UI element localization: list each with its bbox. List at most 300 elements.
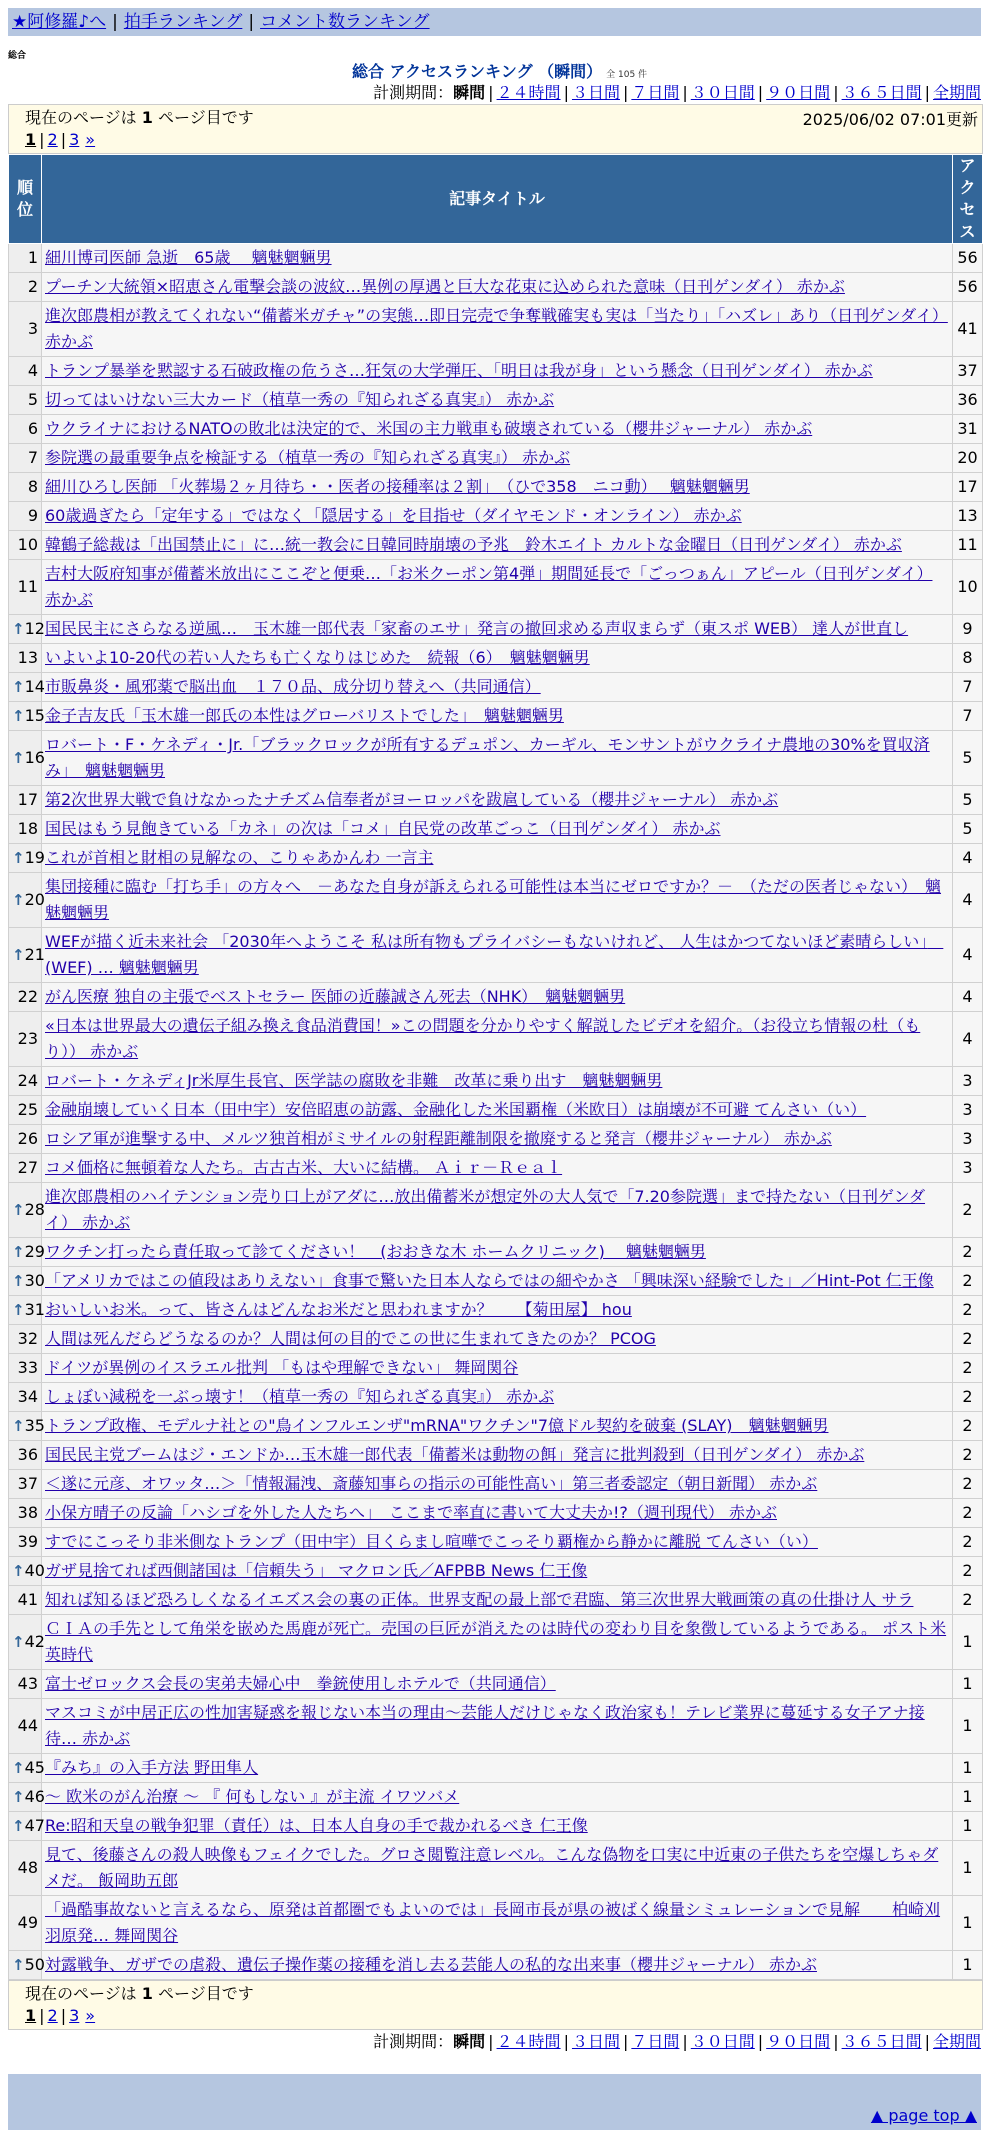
article-title-link[interactable]: ＣＩＡの手先として角栄を嵌めた馬鹿が死亡。売国の巨匠が消えたのは時代の変わり目を象徴しているようである。 ポスト米英時代 [45,1619,947,1664]
rank-number: 31 [24,1300,45,1319]
article-title-link[interactable]: 国民民主党ブームはジ・エンドか…玉木雄一郎代表「備蓄米は動物の餌」発言に批判殺到（日刊ゲンダイ） 赤かぶ [45,1445,865,1464]
total-count: 全 105 件 [606,70,648,80]
rank-number: 27 [17,1158,38,1177]
article-title-link[interactable]: ロシア軍が進撃する中、メルツ独首相がミサイルの射程距離制限を撤廃すると発言（櫻井ジャーナル） 赤かぶ [45,1129,832,1148]
rank-number: 45 [24,1758,45,1777]
rank-number: 36 [17,1445,38,1464]
title-cell [42,386,953,415]
rank-cell [9,1296,45,1325]
article-title-link[interactable]: 国民民主にさらなる逆風… 玉木雄一郎代表「家畜のエサ」発言の撤回求める声収まらず（東スポ WEB） 達人が世直し [45,619,909,638]
title-cell [42,1296,953,1325]
title-header: 記事タイトル [42,155,953,244]
rank-number: 44 [17,1716,38,1735]
article-title-link[interactable]: 第2次世界大戦で負けなかったナチズム信奉者がヨーロッパを跋扈している（櫻井ジャーナル） 赤かぶ [45,790,779,809]
title-cell [42,1412,953,1441]
rank-cell [9,928,45,983]
title-cell [42,1067,953,1096]
period-separator: | [682,83,688,102]
rank-number: 19 [24,848,45,867]
table-row [9,1067,983,1096]
rank-cell [9,1067,42,1096]
rank-cell [9,302,42,357]
rank-cell [9,1615,45,1670]
rank-cell [9,273,42,302]
pager-box [8,104,983,154]
article-title-link[interactable]: 参院選の最重要争点を検証する（植草一秀の『知られざる真実』） 赤かぶ [45,448,571,467]
table-row [9,1812,983,1841]
access-count: 4 [953,873,983,928]
access-count: 2 [953,1441,983,1470]
rank-cell [9,1383,42,1412]
rank-number: 33 [17,1358,38,1377]
access-count: 1 [953,1699,983,1754]
title-cell [42,731,953,786]
table-row [9,1154,983,1183]
table-row [9,731,983,786]
access-count: 13 [953,502,983,531]
rank-cell [9,1412,45,1441]
table-row [9,531,983,560]
article-title-link[interactable]: しょぼい減税を一ぶっ壊す！（植草一秀の『知られざる真実』） 赤かぶ [45,1387,555,1406]
page-separator: | [60,2006,67,2025]
rank-number: 48 [17,1858,38,1877]
article-title-link[interactable]: ドイツが異例のイスラエル批判 「もはや理解できない」 舞岡関谷 [45,1358,519,1377]
table-row [9,644,983,673]
table-row [9,386,983,415]
article-title-link[interactable]: ～ 欧米のがん治療 ～ 『 何もしない 』が主流 イワツバメ [45,1787,460,1806]
access-count: 9 [953,615,983,644]
period-separator: | [757,2032,764,2051]
rank-cell [9,444,42,473]
page-link[interactable]: 3 [69,130,80,149]
table-row [9,1499,983,1528]
period-link[interactable]: ７日間 [631,2032,680,2051]
rank-number: 46 [24,1787,45,1806]
access-count: 3 [953,1096,983,1125]
rank-cell [9,615,45,644]
article-title-link[interactable]: プーチン大統領×昭恵さん電撃会談の波紋…異例の厚遇と巨大な花束に込められた意味（日刊ゲンダイ） 赤かぶ [45,277,845,296]
article-title-link[interactable]: 金子吉友氏「玉木雄一郎氏の本性はグローバリストでした」 魑魅魍魎男 [45,706,564,725]
period-link[interactable]: ２４時間 [496,83,561,102]
page-links [25,2005,974,2027]
article-title-link[interactable]: WEFが描く近未来社会 「2030年へようこそ 私は所有物もプライバシーもないけれど、 人生はかつてないほど素晴らしい」 (WEF) … 魑魅魍魎男 [45,932,944,977]
title-cell [42,1951,953,1980]
article-title-link[interactable]: 知れば知るほど恐ろしくなるイエズス会の裏の正体。世界支配の最上部で君臨、第三次世界大戦画策の真の仕掛け人 サラ [45,1590,914,1609]
title-cell [42,473,953,502]
title-cell [42,1383,953,1412]
period-separator: | [563,83,569,102]
rank-number: 50 [24,1955,45,1974]
rank-cell [9,1699,42,1754]
access-count: 2 [953,1383,983,1412]
rank-cell [9,1096,42,1125]
title-cell [42,1499,953,1528]
rank-cell [9,702,45,731]
rank-number: 32 [17,1329,38,1348]
period-separator: | [924,2032,930,2051]
article-title-link[interactable]: 韓鶴子総裁は「出国禁止に」に…統一教会に日韓同時崩壊の予兆 鈴木エイト カルトな金曜日（日刊ゲンダイ） 赤かぶ [45,535,902,554]
rank-number: 11 [17,577,38,596]
article-title-link[interactable]: 金融崩壊していく日本（田中宇）安倍昭恵の訪露、金融化した米国覇権（米欧日）は崩壊が不可避 てんさい（い） [45,1100,867,1119]
title-cell [42,1470,953,1499]
article-title-link[interactable]: おいしいお米。って、皆さんはどんなお米だと思われますか？ 【菊田屋】 hou [45,1300,632,1319]
period-link[interactable]: ７日間 [631,83,680,102]
access-count: 2 [953,1528,983,1557]
rank-cell [9,1586,42,1615]
article-title-link[interactable]: すでにこっそり非米側なトランプ（田中宇）目くらまし喧嘩でこっそり覇権から静かに離脱 てんさい（い） [45,1532,818,1551]
article-title-link[interactable]: いよいよ10-20代の若い人たちも亡くなりはじめた 続報（6） 魑魅魍魎男 [45,648,590,667]
rank-number: 25 [17,1100,38,1119]
access-count: 2 [953,1354,983,1383]
rank-up-arrow-icon: ↑ [12,1817,25,1835]
title-cell [42,1586,953,1615]
table-row [9,983,983,1012]
article-title-link[interactable]: これが首相と財相の見解なの、こりゃあかんわ 一言主 [45,848,434,867]
rank-cell [9,1896,42,1951]
title-cell [42,873,953,928]
rank-cell [9,415,42,444]
table-row [9,1951,983,1980]
updated-timestamp: 2025/06/02 07:01更新 [802,110,978,129]
rank-up-arrow-icon: ↑ [12,849,25,867]
article-title-link[interactable]: 細川ひろし医師 「火葬場２ヶ月待ち・・医者の接種率は２割」 （ひで358 ニコ動） 魑魅魍魎男 [45,477,750,496]
title-cell [42,1441,953,1470]
rank-number: 21 [24,945,45,964]
table-row [9,1557,983,1586]
access-count: 2 [953,1325,983,1354]
article-title-link[interactable]: トランプ政権、モデルナ社との"鳥インフルエンザ"mRNA"ワクチン"7億ドル契約を破棄 (SLAY) 魑魅魍魎男 [45,1416,829,1435]
article-title-link[interactable]: 吉村大阪府知事が備蓄米放出にここぞと便乗…「お米クーポン第4弾」期間延長で「ごっつぁん」アピール（日刊ゲンダイ） 赤かぶ [45,564,933,609]
article-title-link[interactable]: 切ってはいけない三大カード（植草一秀の『知られざる真実』） 赤かぶ [45,390,555,409]
table-row [9,1238,983,1267]
rank-cell [9,1754,45,1783]
rank-number: 26 [17,1129,38,1148]
table-row [9,1615,983,1670]
rank-cell [9,1354,42,1383]
title-cell [42,1896,953,1951]
title-cell [42,644,953,673]
access-count: 3 [953,1067,983,1096]
title-cell [42,1754,953,1783]
period-separator: | [488,2032,494,2051]
article-title-link[interactable]: 「過酷事故ないと言えるなら、原発は首都圏でもよいのでは」長岡市長が県の被ばく線量シミュレーションで見解 柏崎刈羽原発… 舞岡関谷 [45,1900,941,1945]
rank-up-arrow-icon: ↑ [12,1956,25,1974]
article-title-link[interactable]: ロバート・F・ケネディ・Jr.「ブラックロックが所有するデュポン、カーギル、モンサントがウクライナ農地の30%を買収済み」 魑魅魍魎男 [45,735,930,780]
period-link[interactable]: 全期間 [932,83,981,102]
period-link[interactable]: ３日間 [571,83,620,102]
title-cell [42,244,953,273]
article-title-link[interactable]: ワクチン打ったら責任取って診てください！ (おおきな木 ホームクリニック) 魑魅魍魎男 [45,1242,706,1261]
article-title-link[interactable]: 60歳過ぎたら「定年する」ではなく「隠居する」を目指せ（ダイヤモンド・オンライン） 赤かぶ [45,506,742,525]
period-link[interactable]: 全期間 [932,2032,981,2051]
period-separator: | [563,2032,569,2051]
article-title-link[interactable]: 富士ゼロックス会長の実弟夫婦心中 拳銃使用しホテルで（共同通信） [45,1674,556,1693]
rank-cell [9,1499,42,1528]
rank-cell [9,1557,45,1586]
rank-cell [9,1125,42,1154]
access-count: 1 [953,1812,983,1841]
article-title-link[interactable]: マスコミが中居正広の性加害疑惑を報じない本当の理由～芸能人だけじゃなく政治家も！テレビ業界に蔓延する女子アナ接待… 赤かぶ [45,1703,925,1748]
access-count: 5 [953,786,983,815]
access-count: 41 [953,302,983,357]
article-title-link[interactable]: ウクライナにおけるNATOの敗北は決定的で、米国の主力戦車も破壊されている（櫻井ジャーナル） 赤かぶ [45,419,813,438]
access-count: 4 [953,928,983,983]
page-top-link[interactable]: ▲ page top ▲ [870,2106,977,2125]
title-cell [42,1096,953,1125]
table-row [9,928,983,983]
page-title-block [8,62,991,82]
article-title-link[interactable]: 細川博司医師 急逝 65歳 魑魅魍魎男 [45,248,332,267]
clap-ranking-link[interactable]: 拍手ランキング [123,12,243,32]
table-row [9,1528,983,1557]
title-cell [42,1325,953,1354]
page-link[interactable]: 2 [47,130,58,149]
title-cell [42,1125,953,1154]
access-count: 4 [953,844,983,873]
title-cell [42,1528,953,1557]
comment-ranking-link[interactable]: コメント数ランキング [260,12,430,32]
table-row [9,244,983,273]
title-cell [42,1699,953,1754]
table-row [9,873,983,928]
rank-up-arrow-icon: ↑ [12,1243,25,1261]
table-row [9,1699,983,1754]
rank-up-arrow-icon: ↑ [12,946,25,964]
rank-header: 順位 [9,155,42,244]
title-cell [42,1841,953,1896]
rank-cell [9,1238,45,1267]
article-title-link[interactable]: コメ価格に無頓着な人たち。古古古米、大いに結構。 Ａｉｒ－Ｒｅａｌ [45,1158,563,1177]
title-cell [42,1557,953,1586]
page-title: 総合 アクセスランキング （瞬間） [351,62,603,81]
article-title-link[interactable]: Re:昭和天皇の戦争犯罪（責任）は、日本人自身の手で裁かれるべき 仁王像 [45,1816,588,1835]
article-title-link[interactable]: 国民はもう見飽きている「カネ」の次は「コメ」自民党の改革ごっこ（日刊ゲンダイ） 赤かぶ [45,819,721,838]
period-link[interactable]: ３６５日間 [841,83,922,102]
article-title-link[interactable]: ＜遂に元彦、オワッタ…＞「情報漏洩、斎藤知事らの指示の可能性高い」第三者委認定（朝日新聞） 赤かぶ [45,1474,818,1493]
access-count: 31 [953,415,983,444]
period-separator: | [622,83,629,102]
article-title-link[interactable]: 進次郎農相が教えてくれない“備蓄米ガチャ”の実態…即日完売で争奪戦確実も実は「当たり」「ハズレ」あり（日刊ゲンダイ） 赤かぶ [45,306,948,351]
rank-number: 42 [24,1632,45,1651]
rank-cell [9,1812,45,1841]
title-cell [42,1783,953,1812]
article-title-link[interactable]: 対露戦争、ガザでの虐殺、遺伝子操作薬の接種を消し去る芸能人の私的な出来事（櫻井ジャーナル） 赤かぶ [45,1955,817,1974]
table-row [9,502,983,531]
table-row [9,1470,983,1499]
rank-up-arrow-icon: ↑ [12,1633,25,1651]
back-to-asyura-link[interactable]: ★阿修羅♪へ [12,12,107,32]
period-link[interactable]: ３０日間 [690,83,755,102]
rank-number: 9 [27,506,38,525]
article-title-link[interactable]: ロバート・ケネディJr米厚生長官、医学誌の腐敗を非難 改革に乗り出す 魑魅魍魎男 [45,1071,663,1090]
rank-up-arrow-icon: ↑ [12,749,25,767]
next-page-link[interactable]: » [85,2006,96,2025]
period-link[interactable]: ３６５日間 [841,2032,922,2051]
page-separator: | [39,2006,45,2025]
access-count: 37 [953,357,983,386]
page-link[interactable]: 3 [69,2006,80,2025]
page-link[interactable]: 2 [47,2006,58,2025]
page-separator: | [60,130,67,149]
article-title-link[interactable]: «日本は世界最大の遺伝子組み換え食品消費国！»この問題を分かりやすく解説したビデオを紹介。（お役立ち情報の杜（もり）） 赤かぶ [45,1016,921,1061]
article-title-link[interactable]: ガザ見捨てれば西側諸国は「信頼失う」 マクロン氏／AFPBB News 仁王像 [45,1561,588,1580]
title-cell [42,273,953,302]
rank-cell [9,1951,45,1980]
rank-cell [9,673,45,702]
access-count: 56 [953,273,983,302]
current-page-message: 現在のページは 1 ページ目です [25,108,254,127]
access-count: 2 [953,1412,983,1441]
rank-cell [9,983,42,1012]
rank-number: 30 [24,1271,45,1290]
title-cell [42,357,953,386]
access-count: 2 [953,1238,983,1267]
article-title-link[interactable]: 『みち』の入手方法 野田隼人 [45,1758,259,1777]
access-count: 1 [953,1896,983,1951]
rank-up-arrow-icon: ↑ [12,1759,25,1777]
rank-cell [9,244,42,273]
access-count: 1 [953,1615,983,1670]
rank-up-arrow-icon: ↑ [12,1417,25,1435]
table-header-row [9,155,983,244]
access-count: 56 [953,244,983,273]
rank-number: 24 [17,1071,38,1090]
table-row [9,1325,983,1354]
period-separator: | [833,83,839,102]
rank-cell [9,357,42,386]
nav-separator: | [112,12,118,32]
rank-number: 28 [24,1200,45,1219]
rank-cell [9,502,42,531]
title-cell [42,531,953,560]
rank-cell [9,786,42,815]
access-count: 17 [953,473,983,502]
period-current: 瞬間 [453,83,486,102]
rank-number: 4 [27,361,38,380]
period-link[interactable]: ９０日間 [766,2032,831,2051]
rank-cell [9,386,42,415]
table-row [9,786,983,815]
period-selector [0,82,981,104]
period-link[interactable]: ３日間 [571,2032,620,2051]
rank-cell [9,1783,45,1812]
table-row [9,473,983,502]
rank-number: 14 [24,677,45,696]
rank-number: 16 [24,748,45,767]
rank-number: 23 [17,1029,38,1048]
title-cell [42,786,953,815]
rank-number: 29 [24,1242,45,1261]
title-cell [42,302,953,357]
rank-up-arrow-icon: ↑ [12,678,25,696]
access-count: 1 [953,1754,983,1783]
title-cell [42,415,953,444]
table-row [9,1296,983,1325]
article-title-link[interactable]: がん医療 独自の主張でベストセラー 医師の近藤誠さん死去（NHK） 魑魅魍魎男 [45,987,626,1006]
ranking-table [8,154,983,1980]
access-count: 11 [953,531,983,560]
period-separator: | [833,2032,839,2051]
rank-number: 41 [17,1590,38,1609]
access-count: 2 [953,1499,983,1528]
rank-number: 15 [24,706,45,725]
access-count: 2 [953,1267,983,1296]
rank-cell [9,1528,42,1557]
table-row [9,273,983,302]
table-row [9,415,983,444]
title-cell [42,502,953,531]
rank-up-arrow-icon: ↑ [12,891,25,909]
access-count: 3 [953,1154,983,1183]
rank-cell [9,873,45,928]
period-separator: | [622,2032,629,2051]
page-links [25,129,974,151]
rank-cell [9,644,42,673]
rank-number: 38 [17,1503,38,1522]
period-label: 計測期間： [373,2032,454,2051]
rank-cell [9,1441,42,1470]
rank-up-arrow-icon: ↑ [12,1562,25,1580]
table-row [9,1670,983,1699]
article-title-link[interactable]: 「アメリカではこの値段はありえない」食事で驚いた日本人ならではの細やかさ 「興味深い経験でした」／Hint-Pot 仁王像 [45,1271,934,1290]
rank-cell [9,1470,42,1499]
rank-number: 2 [27,277,38,296]
page-current: 1 [25,130,37,149]
next-page-link[interactable]: » [85,130,96,149]
period-link[interactable]: ９０日間 [766,83,831,102]
period-link[interactable]: ３０日間 [690,2032,755,2051]
title-cell [42,1267,953,1296]
article-title-link[interactable]: トランプ暴挙を黙認する石破政権の危うさ…狂気の大学弾圧、「明日は我が身」という懸念（日刊ゲンダイ） 赤かぶ [45,361,873,380]
table-row [9,1841,983,1896]
access-count: 5 [953,815,983,844]
page-separator: | [39,130,45,149]
access-count: 20 [953,444,983,473]
table-row [9,1754,983,1783]
title-cell [42,1154,953,1183]
rank-up-arrow-icon: ↑ [12,707,25,725]
title-cell [42,928,953,983]
title-cell [42,673,953,702]
rank-up-arrow-icon: ↑ [12,620,25,638]
article-title-link[interactable]: 小保方晴子の反論「ハシゴを外した人たちへ」 ここまで率直に書いて大丈夫か!?（週刊現代） 赤かぶ [45,1503,777,1522]
rank-number: 49 [17,1913,38,1932]
table-row [9,1441,983,1470]
table-row [9,1354,983,1383]
bottom-bar [8,2074,981,2102]
article-title-link[interactable]: 集団接種に臨む「打ち手」の方々へ －あなた自身が訴えられる可能性は本当にゼロですか？－ （ただの医者じゃない） 魑魅魍魎男 [45,877,942,922]
rank-cell [9,1267,45,1296]
article-title-link[interactable]: 進次郎農相のハイテンション売り口上がアダに…放出備蓄米が想定外の大人気で「7.20参院選」まで持たない（日刊ゲンダイ） 赤かぶ [45,1187,926,1232]
title-cell [42,815,953,844]
period-current: 瞬間 [453,2032,486,2051]
article-title-link[interactable]: 人間は死んだらどうなるのか？人間は何の目的でこの世に生まれてきたのか？ PCOG [45,1329,656,1348]
rank-number: 1 [27,248,38,267]
access-count: 1 [953,1783,983,1812]
table-row [9,1012,983,1067]
rank-up-arrow-icon: ↑ [12,1201,25,1219]
title-cell [42,1238,953,1267]
rank-number: 12 [24,619,45,638]
rank-cell [9,815,42,844]
rank-up-arrow-icon: ↑ [12,1788,25,1806]
access-count: 7 [953,702,983,731]
article-title-link[interactable]: 見て、後藤さんの殺人映像もフェイクでした。グロさ閲覧注意レベル。こんな偽物を口実に中近東の子供たちを空爆しちゃダメだ。 飯岡助五郎 [45,1845,939,1890]
period-link[interactable]: ２４時間 [496,2032,561,2051]
table-row [9,1383,983,1412]
article-title-link[interactable]: 市販鼻炎・風邪薬で脳出血 １７０品、成分切り替えへ（共同通信） [45,677,541,696]
title-cell [42,1812,953,1841]
